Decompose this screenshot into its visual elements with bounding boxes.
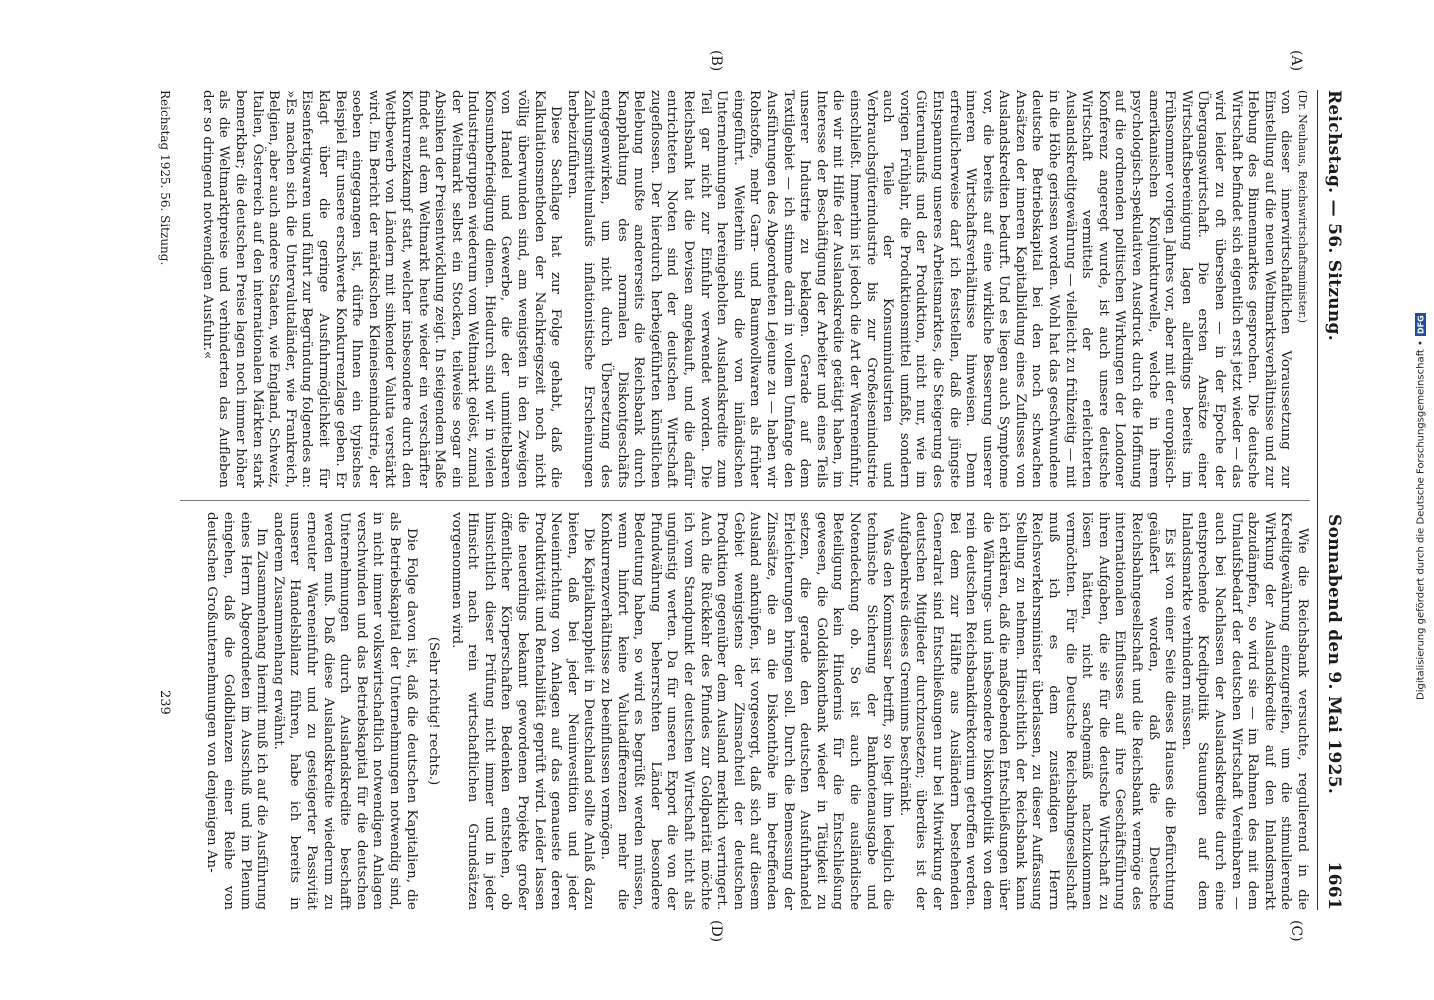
right-paragraph-6: Im Zusammenhang hiermit muß ich auf die Ausführung eines Herrn Abgeordneten im Ausschuß und im Plenum eingehen, daß die Goldbilanzen einer Reihe von deutschen Großunternehmungen von denjenigen An- [204, 512, 270, 910]
page-inner [124, 50, 1344, 943]
right-paragraph-3: Was den Kommissar betrifft, so liegt ihm lediglich die technische Sicherung der Banknotenausgabe und Notendeckung ob. So ist auch die ausländische Beteiligung kein Hindernis für die Entschließung gewesen, die Golddiskontbank wieder in Tätigkeit zu setzen, die gerade den deutschen Ausfuhrhandel Erleichterungen bringen soll. Durch die Bemessung der Zinssätze, die an die Diskonthöhe im betreffenden Ausland anknüpfen, ist vorgesorgt, daß sich auf diesem Gebiet wenigstens der Zinsnachteil der deutschen Produktion gegenüber dem Ausland merklich verringert. Auch die Rückkehr des Pfundes zur Goldparität möchte ich vom Standpunkt der deutschen Wirtschaft nicht als ungünstig werten. Da für unseren Export die von der Pfundwährung beherrschten Länder besondere Bedeutung haben, so wird es begrüßt werden müssen, wenn hinfort keine Valutadifferenzen mehr die Konkurrenzverhältnisse zu beeinflussen vermögen. [598, 512, 896, 910]
left-paragraph-2: Diese Sachlage hat zur Folge gehabt, daß die Kalkulationsmethoden der Nachkriegszeit noch nicht völlig überwunden sind, am wenigsten in den Zweigen von Handel und Gewerbe, die der unmittelbaren Konsumbefriedigung dienen. Hiedurch sind wir in vielen Industriegruppen wiederum vom Weltmarkt gelöst, zumal der Weltmarkt selbst ein Stocken, teilweise sogar ein Absinken der Preisentwicklung zeigt. In steigendem Maße findet auf dem Weltmarkt heute wieder ein verschärfter Konkurrenzkampf statt, welcher insbesondere durch den Wettbewerb von Ländern mit sinkender Valuta verstärkt wird. Ein Bericht der märkischen Kleineisenindustrie, der soeben eingegangen ist, dürfte Ihnen ein typisches Beispiel für unsere erschwerte Konkurrenzlage geben. Er klagt über die geringe Ausfuhrmöglichkeit für Eisenfertigwaren und führt zur Begründung folgendes an: »Es machen sich die Untervalutaländer, wie Frankreich, Belgien, aber auch andere Staaten, wie England, Schweiz, Italien, Österreich auf den internationalen Märkten stark bemerkbar; die deutschen Preise lagen noch immer höher als die Weltmarktpreise und verhinderten das Aufleben der so dringend notwendigen Ausfuhr.« [199, 90, 564, 488]
dfg-notice-text: Digitalisierung gefördert durch die Deutsche Forschungsgemeinschaft • [1415, 340, 1427, 700]
left-column [198, 90, 1310, 488]
column-divider [180, 500, 1310, 501]
margin-letter-b: (B) [708, 50, 724, 72]
left-title: Reichstag. — 56. Sitzung. [1324, 90, 1344, 341]
running-head [1320, 90, 1344, 910]
right-paragraph-2: Es ist von einer Seite dieses Hauses die Befürchtung geäußert worden, daß die Deutsche Reichsbahngesellschaft und die Reichsbank vermöge des internationalen Einflusses auf ihre Geschäftsführung ihren Aufgaben, die sie für die deutsche Wirtschaft zu lösen hätten, nicht sachgemäß nachzukommen vermöchten. Für die Deutsche Reichsbahngesellschaft muß ich es dem zuständigen Herrn Reichsverkehrsminister überlassen, zu dieser Auffassung Stellung zu nehmen. Hinsichtlich der Reichsbank kann ich erklären, daß die maßgebenden Entschließungen über die Währungs- und insbesondere Diskontpolitik von dem rein deutschen Reichsbankdirektorium getroffen werden. Bei dem zur Hälfte aus Ausländern bestehenden Generalrat sind Entschließungen nur bei Mitwirkung der deutschen Mitglieder durchzusetzen; überdies ist der Aufgabenkreis dieses Gremiums beschränkt. [896, 512, 1178, 910]
right-title: Sonnabend den 9. Mai 1925. [1324, 514, 1344, 795]
header-rule [1317, 90, 1318, 910]
page-number: 1661 [1324, 861, 1344, 910]
interjection: (Sehr richtig! rechts.) [426, 636, 442, 786]
margin-letter-a: (A) [1288, 50, 1304, 72]
right-paragraph-5: Die Folge davon ist, daß die deutschen Kapitalien, die als Betriebskapital der Unternehmungen notwendig sind, in nicht immer volkswirtschaftlich notwendigen Anlagen verschwinden und das Betriebskapital für die deutschen Unternehmungen durch Auslandskredite beschafft werden muß. Daß diese Auslandskredite wiederum zu erneuter Wareneinfuhr und zu gesteigerter Passivität unserer Handelsbilanz führen, habe ich bereits in anderem Zusammenhang erwähnt. [270, 512, 419, 910]
dfg-notice [1414, 10, 1428, 700]
margin-letter-c: (C) [1288, 920, 1304, 942]
running-head-left [1324, 90, 1344, 500]
footer-left: Reichstag 1925. 56. Sitzung. [158, 90, 172, 266]
running-head-right [1324, 500, 1344, 910]
right-paragraph-4: Die Kapitalknappheit in Deutschland sollte Anlaß dazu bieten, daß bei jeder Neuinvestition und jeder Neueinrichtung von Anlagen auf das genaueste deren Produktivität und Rentabilität geprüft wird. Leider lassen die neuerdings bekannt gewordenen Projekte großer öffentlicher Körperschaften Bedenken entstehen, ob hinsichtlich dieser Prüfung nicht immer und in jeder Hinsicht nach rein wirtschaftlichen Grundsätzen vorgenommen wird. [448, 512, 597, 910]
right-paragraph-1: Wie die Reichsbank versuchte, regulierend in die Kreditgewährung einzugreifen, um die stimulierende Wirkung der Auslandskredite auf den Inlandsmarkt abzudämpfen, so wird sie — im Rahmen des mit dem Umlaufsbedarf der deutschen Wirtschaft Vereinbaren — auch bei Nachlassen der Auslandskredite durch eine entsprechende Kreditpolitik Stauungen auf dem Inlandsmarkte verhindern müssen. [1178, 512, 1310, 910]
margin-letter-d: (D) [708, 920, 724, 943]
speaker-note: (Dr. Neuhaus, Reichswirtschaftsminister.) [1296, 90, 1309, 324]
left-paragraph-1: von dieser innerwirtschaftlichen Voraussetzung zur Einstellung auf die neuen Weltmarktsverhältnisse und zur Hebung des Binnenmarktes gesprochen. Die deutsche Wirtschaft befindet sich eigentlich erst jetzt wieder — das wird leider zu oft übersehen — in der Epoche der Übergangswirtschaft. Die ersten Ansätze einer Wirtschaftsbereinigung lagen allerdings bereits im Frühsommer vorigen Jahres vor, aber mit der europäisch-amerikanischen Konjunkturwelle, welche in ihrem psychologisch-spekulativen Ausdruck durch die Hoffnung auf die ordnenden politischen Wirkungen der Londoner Konferenz angeregt wurde, ist auch unsere deutsche Wirtschaft vermittels der erleichterten Auslandskreditgewährung — vielleicht zu frühzeitig — mit in die Höhe gerissen worden. Wohl hat das geschwundene deutsche Betriebskapital bei den noch schwachen Ansätzen der inneren Kapitalbildung eines Zuflusses von Auslandskrediten bedurft. Und es liegen auch Symptome vor, die bereits auf eine wirkliche Besserung unserer inneren Wirtschaftsverhältnisse hinweisen. Denn erfreulicherweise darf ich feststellen, daß die jüngste Entspannung unseres Arbeitsmarktes, die Steigerung des Güterumlaufs und der Produktion, nicht nur, wie im vorigen Frühjahr, die Produktionsmittel umfaßt, sondern auch Teile der Konsumindustrien und Verbrauchsgüterindustrie bis zur Großeisenindustrie einschließt. Immerhin ist jedoch die Art der Wareneinfuhr, die wir mit Hilfe der Auslandskredite getätigt haben, im Interesse der Beschäftigung der Arbeiter und eines Teils unserer Industrie zu beklagen. Gerade auf dem Textilgebiet — ich stimme darin in vollem Umfange den Ausführungen des Abgeordneten Lejeune zu — haben wir Rohstoffe, mehr Garn- und Baumwollwaren als früher eingeführt. Weiterhin sind die von inländischen Unternehmungen hereingeholten Auslandskredite zum Teil gar nicht zur Einfuhr verwendet worden. Die Reichsbank hat die Devisen angekauft, und die dafür entrichteten Noten sind der deutschen Wirtschaft zugeflossen. Der hierdurch herbeigeführten künstlichen Belebung mußte andererseits die Reichsbank durch Knapphaltung des normalen Diskontgeschäfts entgegenwirken, um nicht durch Übersetzung des Zahlungsmittelumlaufs inflationistische Erscheinungen herbeizuführen. [564, 90, 1294, 488]
footer-page-signature: 239 [157, 690, 172, 715]
right-column [203, 512, 1310, 910]
dfg-logo: DFG [1416, 315, 1426, 335]
